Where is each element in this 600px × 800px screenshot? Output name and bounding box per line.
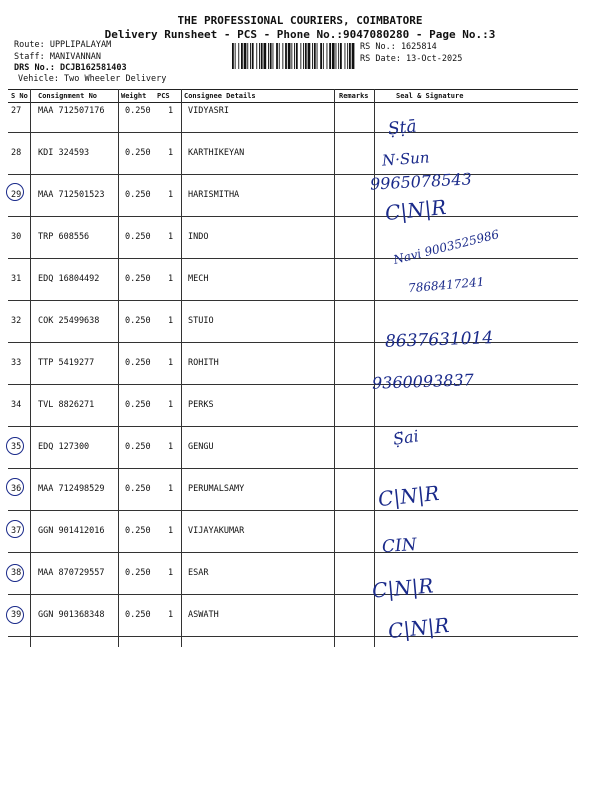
table-body bbox=[8, 103, 578, 637]
barcode-bar bbox=[349, 43, 351, 69]
table-row bbox=[8, 175, 578, 217]
runsheet-subtitle: Delivery Runsheet - PCS - Phone No.:9047080280 - Page No.:3 bbox=[104, 28, 496, 41]
weight-cell: 0.250 bbox=[125, 190, 151, 200]
pcs-cell: 1 bbox=[168, 610, 174, 620]
handwritten-signature: C|N|R bbox=[376, 480, 441, 512]
company-title: THE PROFESSIONAL COURIERS, COIMBATORE bbox=[177, 14, 423, 27]
consignee-cell: PERUMALSAMY bbox=[188, 484, 245, 494]
consignee-cell: ROHITH bbox=[188, 358, 219, 368]
sno-cell: 36 bbox=[11, 484, 22, 494]
col-sno: S No bbox=[11, 92, 28, 100]
barcode-bar bbox=[273, 43, 274, 69]
barcode-bar bbox=[296, 43, 298, 69]
pen-circle-mark bbox=[6, 606, 24, 624]
handwritten-signature: 8637631014 bbox=[384, 328, 494, 352]
rs-number: RS No.: 1625814 bbox=[360, 42, 437, 52]
handwritten-signature: Navi 9003525986 bbox=[391, 227, 501, 267]
handwritten-signature: C|N|R bbox=[386, 612, 451, 644]
weight-cell: 0.250 bbox=[125, 232, 151, 242]
handwritten-signature: N·Sun bbox=[381, 148, 431, 170]
barcode-bar bbox=[332, 43, 335, 69]
table-row bbox=[8, 133, 578, 175]
handwritten-signature: 9965078543 bbox=[369, 169, 473, 194]
pcs-cell: 1 bbox=[168, 316, 174, 326]
barcode-bar bbox=[259, 43, 260, 69]
drs-number: DRS No.: DCJB162581403 bbox=[14, 63, 127, 73]
consignee-cell: PERKS bbox=[188, 400, 214, 410]
pcs-cell: 1 bbox=[168, 442, 174, 452]
table-row bbox=[8, 385, 578, 427]
barcode-image bbox=[232, 43, 356, 69]
consignment-cell: COK 25499638 bbox=[38, 316, 100, 326]
consignment-cell: GGN 901368348 bbox=[38, 610, 105, 620]
barcode-bar bbox=[232, 43, 234, 69]
consignment-cell: TTP 5419277 bbox=[38, 358, 95, 368]
weight-cell: 0.250 bbox=[125, 358, 151, 368]
consignment-cell: MAA 712501523 bbox=[38, 190, 105, 200]
column-divider bbox=[30, 89, 31, 647]
barcode-bar bbox=[303, 43, 304, 69]
sno-cell: 37 bbox=[11, 526, 22, 536]
barcode-bar bbox=[314, 43, 316, 69]
table-header bbox=[8, 89, 578, 103]
table-row bbox=[8, 511, 578, 553]
barcode-bar bbox=[308, 43, 311, 69]
barcode-bar bbox=[252, 43, 254, 69]
consignee-cell: INDO bbox=[188, 232, 209, 242]
column-divider bbox=[181, 89, 182, 647]
consignment-cell: TRP 608556 bbox=[38, 232, 90, 242]
consignment-cell: TVL 8826271 bbox=[38, 400, 95, 410]
barcode-bar bbox=[323, 43, 324, 69]
barcode-bar bbox=[352, 43, 355, 69]
table-row bbox=[8, 469, 578, 511]
barcode-bar bbox=[340, 43, 342, 69]
sno-cell: 27 bbox=[11, 106, 22, 116]
handwritten-signature: 9360093837 bbox=[371, 370, 475, 393]
consignee-cell: VIJAYAKUMAR bbox=[188, 526, 245, 536]
consignee-cell: HARISMITHA bbox=[188, 190, 240, 200]
sno-cell: 38 bbox=[11, 568, 22, 578]
consignment-cell: MAA 712507176 bbox=[38, 106, 105, 116]
barcode-bar bbox=[338, 43, 339, 69]
staff-text: Staff: MANIVANNAN bbox=[14, 51, 101, 62]
col-weight: Weight bbox=[121, 92, 147, 100]
column-divider bbox=[374, 89, 375, 647]
rs-date: RS Date: 13-Oct-2025 bbox=[360, 53, 463, 64]
barcode-bar bbox=[279, 43, 280, 69]
barcode-bar bbox=[241, 43, 243, 69]
weight-cell: 0.250 bbox=[125, 148, 151, 158]
weight-cell: 0.250 bbox=[125, 568, 151, 578]
barcode-bar bbox=[270, 43, 272, 69]
handwritten-signature: C|N|R bbox=[371, 573, 435, 603]
col-consignment: Consignment No bbox=[38, 92, 98, 100]
barcode-bar bbox=[288, 43, 291, 69]
handwritten-signature: Ṣ̈ai bbox=[391, 426, 420, 449]
weight-cell: 0.250 bbox=[125, 484, 151, 494]
barcode-bar bbox=[305, 43, 307, 69]
barcode-bar bbox=[345, 43, 346, 69]
sno-cell: 28 bbox=[11, 148, 22, 158]
barcode-bar bbox=[291, 43, 292, 69]
pcs-cell: 1 bbox=[168, 568, 174, 578]
barcode-bar bbox=[250, 43, 251, 69]
col-remarks: Remarks bbox=[339, 92, 369, 100]
rs-block bbox=[360, 42, 462, 65]
pcs-cell: 1 bbox=[168, 400, 174, 410]
sno-cell: 33 bbox=[11, 358, 22, 368]
barcode-bar bbox=[282, 43, 283, 69]
consignment-cell: EDQ 127300 bbox=[38, 442, 90, 452]
barcode-bar bbox=[285, 43, 287, 69]
consignment-cell: KDI 324593 bbox=[38, 148, 90, 158]
pcs-cell: 1 bbox=[168, 274, 174, 284]
barcode-bar bbox=[247, 43, 248, 69]
consignee-cell: ASWATH bbox=[188, 610, 219, 620]
barcode-bar bbox=[244, 43, 247, 69]
table-row bbox=[8, 427, 578, 469]
barcode-bar bbox=[329, 43, 331, 69]
vehicle-text: Vehicle: Two Wheeler Delivery bbox=[18, 74, 167, 84]
table-row bbox=[8, 553, 578, 595]
consignee-cell: VIDYASRI bbox=[188, 106, 229, 116]
weight-cell: 0.250 bbox=[125, 526, 151, 536]
consignment-cell: EDQ 16804492 bbox=[38, 274, 100, 284]
runsheet-table bbox=[8, 89, 578, 637]
consignee-cell: GENGU bbox=[188, 442, 214, 452]
barcode-bar bbox=[312, 43, 313, 69]
pcs-cell: 1 bbox=[168, 232, 174, 242]
consignee-cell: ESAR bbox=[188, 568, 209, 578]
pcs-cell: 1 bbox=[168, 106, 174, 116]
pen-circle-mark bbox=[6, 520, 24, 538]
barcode-bar bbox=[256, 43, 257, 69]
col-consignee: Consignee Details bbox=[184, 92, 256, 100]
pcs-cell: 1 bbox=[168, 190, 174, 200]
barcode-bar bbox=[276, 43, 278, 69]
weight-cell: 0.250 bbox=[125, 442, 151, 452]
pcs-cell: 1 bbox=[168, 358, 174, 368]
table-row bbox=[8, 595, 578, 637]
pen-circle-mark bbox=[6, 183, 24, 201]
table-row bbox=[8, 103, 578, 133]
consignee-cell: MECH bbox=[188, 274, 209, 284]
barcode-bar bbox=[261, 43, 263, 69]
barcode-bar bbox=[317, 43, 318, 69]
sno-cell: 34 bbox=[11, 400, 22, 410]
pen-circle-mark bbox=[6, 564, 24, 582]
pcs-cell: 1 bbox=[168, 526, 174, 536]
handwritten-signature: Ṣṭā bbox=[387, 116, 418, 140]
barcode-bar bbox=[264, 43, 267, 69]
consignee-cell: KARTHIKEYAN bbox=[188, 148, 245, 158]
sno-cell: 31 bbox=[11, 274, 22, 284]
handwritten-signature: C|N|R bbox=[383, 194, 448, 226]
barcode-bar bbox=[300, 43, 301, 69]
barcode-bar bbox=[235, 43, 236, 69]
sno-cell: 32 bbox=[11, 316, 22, 326]
barcode-bar bbox=[347, 43, 348, 69]
handwritten-signature: 7868417241 bbox=[407, 274, 485, 296]
weight-cell: 0.250 bbox=[125, 316, 151, 326]
route-block bbox=[14, 40, 127, 75]
sno-cell: 35 bbox=[11, 442, 22, 452]
handwritten-signature: CIN bbox=[381, 534, 418, 558]
barcode-bar bbox=[320, 43, 322, 69]
table-row bbox=[8, 343, 578, 385]
barcode-bar bbox=[327, 43, 328, 69]
pcs-cell: 1 bbox=[168, 484, 174, 494]
weight-cell: 0.250 bbox=[125, 400, 151, 410]
pen-circle-mark bbox=[6, 478, 24, 496]
sno-cell: 30 bbox=[11, 232, 22, 242]
column-divider bbox=[118, 89, 119, 647]
barcode-bar bbox=[294, 43, 295, 69]
consignment-cell: MAA 712498529 bbox=[38, 484, 105, 494]
sno-cell: 39 bbox=[11, 610, 22, 620]
consignment-cell: GGN 901412016 bbox=[38, 526, 105, 536]
sno-cell: 29 bbox=[11, 190, 22, 200]
pcs-cell: 1 bbox=[168, 148, 174, 158]
barcode-bar bbox=[268, 43, 269, 69]
column-divider bbox=[334, 89, 335, 647]
weight-cell: 0.250 bbox=[125, 610, 151, 620]
col-signature: Seal & Signature bbox=[396, 92, 464, 100]
consignment-cell: MAA 870729557 bbox=[38, 568, 105, 578]
barcode-bar bbox=[238, 43, 239, 69]
consignee-cell: STUIO bbox=[188, 316, 214, 326]
barcode-bar bbox=[336, 43, 337, 69]
route-text: Route: UPPLIPALAYAM bbox=[14, 40, 112, 50]
weight-cell: 0.250 bbox=[125, 274, 151, 284]
pen-circle-mark bbox=[6, 437, 24, 455]
weight-cell: 0.250 bbox=[125, 106, 151, 116]
col-pcs: PCS bbox=[157, 92, 170, 100]
table-row bbox=[8, 259, 578, 301]
